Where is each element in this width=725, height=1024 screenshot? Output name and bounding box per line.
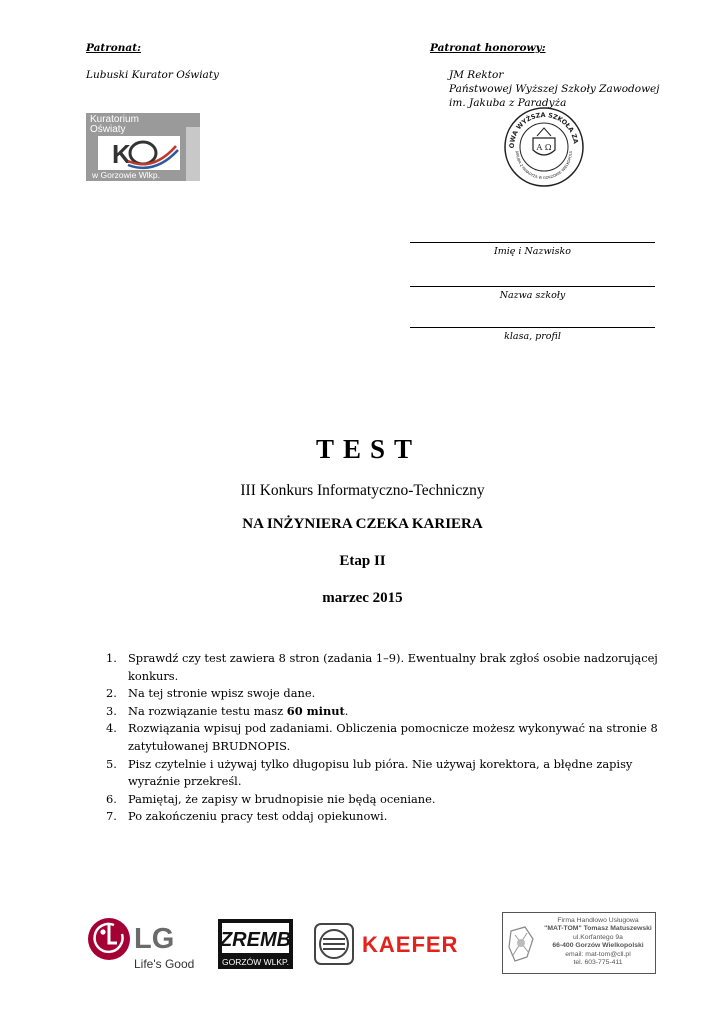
zremb-city: GORZÓW WLKP.: [222, 957, 289, 967]
stage-label: Etap II: [339, 553, 386, 569]
honorary-patron-text: [449, 68, 660, 110]
patron-label: Patronat:: [86, 42, 141, 54]
stamp-line: Firma Handlowo Usługowa: [557, 917, 639, 924]
list-item: [106, 791, 666, 809]
item-text: Pamiętaj, że zapisy w brudnopisie nie będą oceniane.: [128, 791, 436, 806]
seal-ring-bottom: JAKUBA Z PARADYŻA W GORZOWIE WIELKOPOLS: [514, 150, 574, 181]
item-text: Na tej stronie wpisz swoje dane.: [128, 686, 316, 701]
list-item: [106, 685, 666, 703]
lg-tagline: Life's Good: [134, 957, 195, 971]
list-item: [106, 720, 666, 755]
item-number: 5.: [106, 756, 117, 771]
name-field-line[interactable]: [410, 242, 655, 243]
time-limit: 60 minut: [286, 703, 345, 718]
honorary-line: JM Rektor: [449, 69, 504, 81]
school-field-label: Nazwa szkoły: [499, 290, 566, 301]
kuratorium-logo-emblem: [98, 136, 180, 170]
list-item: [106, 703, 666, 721]
emblem-logo: [314, 923, 354, 965]
list-item: [106, 650, 666, 685]
kuratorium-logo: [86, 113, 200, 181]
kaefer-logo: [362, 930, 480, 960]
honorary-line: Państwowej Wyższej Szkoły Zawodowej: [449, 83, 660, 95]
item-number: 6.: [106, 791, 117, 806]
lg-brand: LG: [134, 923, 175, 955]
competition-name: III Konkurs Informatyczno-Techniczny: [240, 482, 485, 499]
stamp-line: tel. 603-775-411: [573, 959, 623, 967]
seal-center-text: A Ω: [536, 143, 552, 152]
item-text: Sprawdź czy test zawiera 8 stron (zadania 1–9). Ewentualny brak zgłoś osobie nadzorującej konkurs.: [128, 651, 658, 683]
item-text-end: .: [344, 703, 349, 718]
item-number: 3.: [106, 703, 117, 718]
instructions-list: [106, 650, 666, 826]
school-field-line[interactable]: [410, 286, 655, 287]
item-text: Pisz czytelnie i używaj tylko długopisu lub pióra. Nie używaj korektora, a błędne zapisy wyraźnie przekreśl.: [128, 756, 633, 789]
honorary-line: im. Jakuba z Paradyża: [449, 97, 567, 109]
item-number: 7.: [106, 809, 117, 824]
item-number: 2.: [106, 686, 117, 701]
svg-text:K: K: [112, 139, 131, 169]
item-text: Rozwiązania wpisuj pod zadaniami. Obliczenia pomocnicze możesz wykonywać na stronie 8 zatytułowanej BRUDNOPIS.: [128, 721, 658, 753]
mattom-stamp: [502, 912, 656, 974]
page-title: TEST: [315, 434, 422, 464]
honorary-patron-label: Patronat honorowy:: [430, 42, 546, 54]
kuratorium-logo-line1: Kuratorium: [90, 114, 139, 125]
kuratorium-logo-line2: Oświaty: [90, 124, 126, 135]
list-item: [106, 756, 666, 791]
seal-ring-top: OWA WYŻSZA SZKOŁA ZA: [507, 110, 580, 149]
list-item: [106, 808, 666, 826]
kuratorium-logo-title: [90, 115, 139, 135]
item-number: 1.: [106, 651, 117, 665]
stamp-line: email: mat-tom@cll.pl: [565, 950, 631, 958]
mattom-stamp-text: [543, 917, 653, 967]
stamp-line: "MAT-TOM" Tomasz Matuszewski: [544, 925, 652, 933]
stamp-line: ul.Korfantego 9a: [573, 933, 623, 941]
pwsz-seal: [503, 106, 585, 188]
kuratorium-logo-bar: [186, 127, 200, 181]
item-number: 4.: [106, 721, 117, 736]
item-text: Na rozwiązanie testu masz: [128, 703, 287, 718]
competition-slogan: NA INŻYNIERA CZEKA KARIERA: [242, 516, 483, 532]
zremb-brand: ZREMB: [219, 929, 292, 951]
lg-logo: [86, 914, 204, 972]
zremb-logo: [218, 919, 293, 969]
class-field-line[interactable]: [410, 327, 655, 328]
item-text: Po zakończeniu pracy test oddaj opiekunowi.: [128, 809, 388, 824]
kaefer-brand: KAEFER: [362, 932, 459, 957]
date-label: marzec 2015: [322, 590, 403, 606]
stamp-line: 66-400 Gorzów Wielkopolski: [552, 942, 644, 950]
class-field-label: klasa, profil: [504, 331, 561, 342]
name-field-label: Imię i Nazwisko: [493, 246, 571, 257]
kuratorium-logo-city: w Gorzowie Wlkp.: [92, 170, 161, 180]
patron-name: Lubuski Kurator Oświaty: [86, 69, 219, 81]
